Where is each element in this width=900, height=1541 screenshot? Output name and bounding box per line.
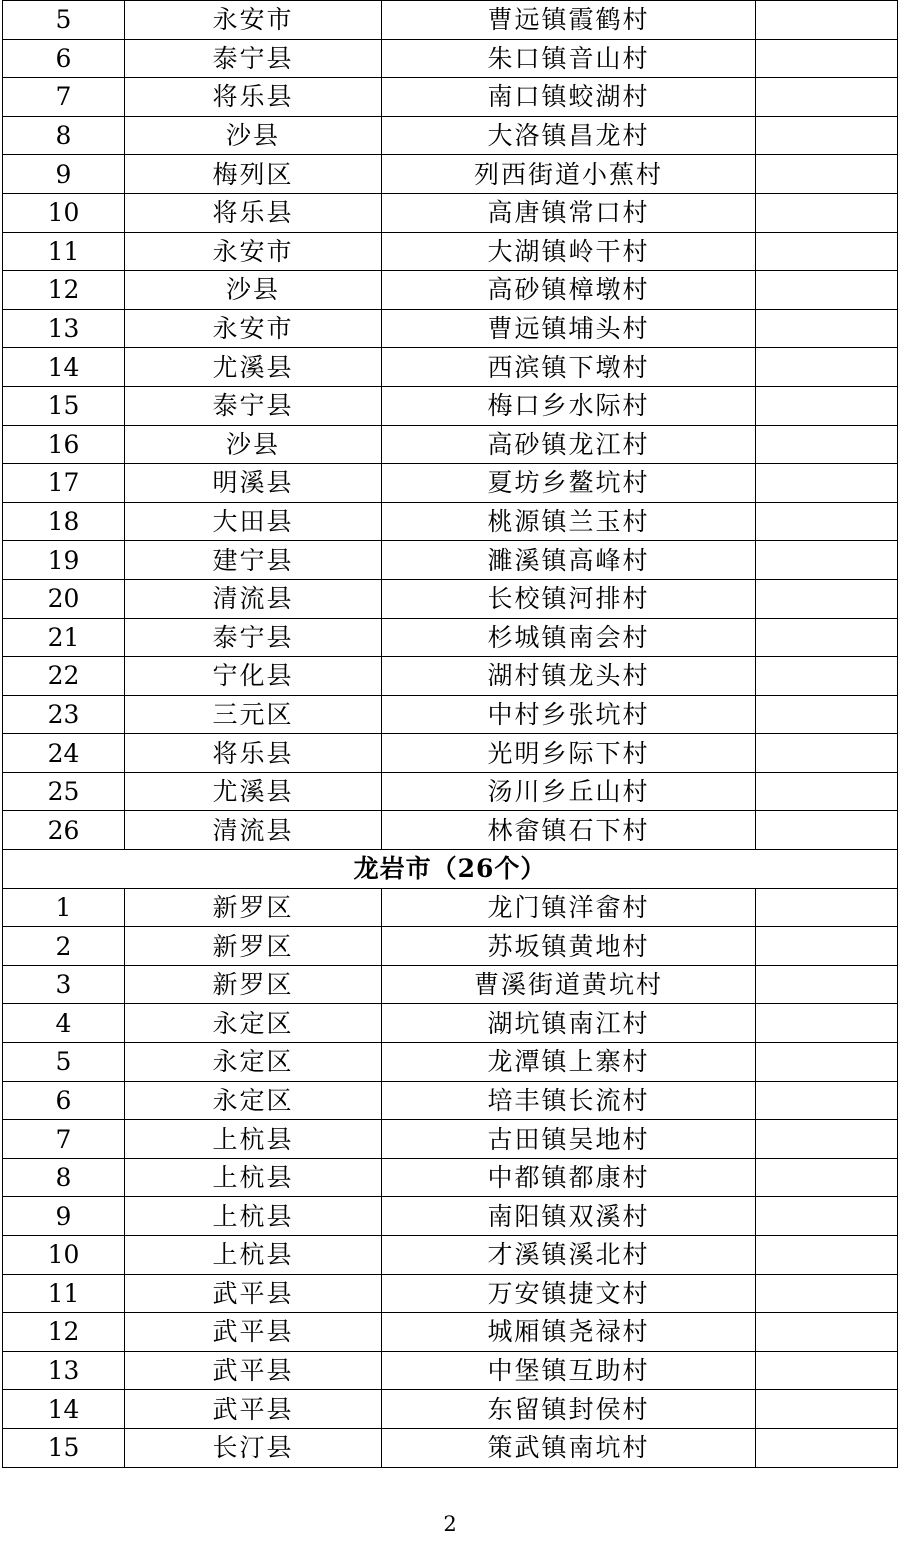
note-cell	[756, 348, 898, 387]
county-cell: 永安市	[125, 309, 382, 348]
county-cell: 上杭县	[125, 1197, 382, 1236]
county-cell: 长汀县	[125, 1428, 382, 1467]
county-cell: 沙县	[125, 116, 382, 155]
village-list-table	[2, 0, 898, 1468]
county-cell: 武平县	[125, 1274, 382, 1313]
county-cell: 尤溪县	[125, 772, 382, 811]
village-cell: 高砂镇樟墩村	[382, 271, 756, 310]
row-number-cell: 17	[3, 464, 125, 503]
village-cell: 龙潭镇上寨村	[382, 1043, 756, 1082]
village-cell: 濉溪镇高峰村	[382, 541, 756, 580]
county-cell: 清流县	[125, 579, 382, 618]
row-number-cell: 16	[3, 425, 125, 464]
table-row	[3, 464, 898, 503]
row-number-cell: 14	[3, 348, 125, 387]
note-cell	[756, 1236, 898, 1275]
village-cell: 城厢镇尧禄村	[382, 1313, 756, 1352]
row-number-cell: 2	[3, 927, 125, 966]
village-cell: 培丰镇长流村	[382, 1081, 756, 1120]
county-cell: 三元区	[125, 695, 382, 734]
note-cell	[756, 695, 898, 734]
village-cell: 万安镇捷文村	[382, 1274, 756, 1313]
table-row	[3, 695, 898, 734]
village-cell: 曹溪街道黄坑村	[382, 965, 756, 1004]
note-cell	[756, 1313, 898, 1352]
note-cell	[756, 1120, 898, 1159]
village-cell: 南阳镇双溪村	[382, 1197, 756, 1236]
row-number-cell: 26	[3, 811, 125, 850]
note-cell	[756, 965, 898, 1004]
county-cell: 上杭县	[125, 1158, 382, 1197]
county-cell: 明溪县	[125, 464, 382, 503]
note-cell	[756, 271, 898, 310]
row-number-cell: 13	[3, 309, 125, 348]
table-row	[3, 232, 898, 271]
note-cell	[756, 116, 898, 155]
note-cell	[756, 1390, 898, 1429]
table-row	[3, 1197, 898, 1236]
table-row	[3, 39, 898, 78]
table-row	[3, 1081, 898, 1120]
table-row	[3, 386, 898, 425]
row-number-cell: 8	[3, 1158, 125, 1197]
village-cell: 梅口乡水际村	[382, 386, 756, 425]
table-row	[3, 425, 898, 464]
row-number-cell: 21	[3, 618, 125, 657]
note-cell	[756, 1004, 898, 1043]
county-cell: 武平县	[125, 1313, 382, 1352]
row-number-cell: 14	[3, 1390, 125, 1429]
table-row	[3, 657, 898, 696]
row-number-cell: 10	[3, 1236, 125, 1275]
row-number-cell: 9	[3, 155, 125, 194]
county-cell: 清流县	[125, 811, 382, 850]
village-cell: 中村乡张坑村	[382, 695, 756, 734]
village-cell: 苏坂镇黄地村	[382, 927, 756, 966]
table-row	[3, 1274, 898, 1313]
village-cell: 湖坑镇南江村	[382, 1004, 756, 1043]
note-cell	[756, 734, 898, 773]
note-cell	[756, 386, 898, 425]
village-cell: 古田镇吴地村	[382, 1120, 756, 1159]
row-number-cell: 7	[3, 78, 125, 117]
row-number-cell: 11	[3, 1274, 125, 1313]
page-number: 2	[443, 1512, 457, 1536]
row-number-cell: 23	[3, 695, 125, 734]
county-cell: 武平县	[125, 1390, 382, 1429]
table-row	[3, 193, 898, 232]
village-cell: 中堡镇互助村	[382, 1351, 756, 1390]
note-cell	[756, 309, 898, 348]
village-cell: 龙门镇洋畲村	[382, 888, 756, 927]
county-cell: 将乐县	[125, 734, 382, 773]
table-row	[3, 734, 898, 773]
village-cell: 汤川乡丘山村	[382, 772, 756, 811]
county-cell: 尤溪县	[125, 348, 382, 387]
row-number-cell: 1	[3, 888, 125, 927]
table-row	[3, 927, 898, 966]
village-cell: 杉城镇南会村	[382, 618, 756, 657]
section-header: 龙岩市（26个）	[3, 850, 898, 889]
village-cell: 策武镇南坑村	[382, 1428, 756, 1467]
county-cell: 梅列区	[125, 155, 382, 194]
note-cell	[756, 1081, 898, 1120]
county-cell: 上杭县	[125, 1236, 382, 1275]
village-cell: 南口镇蛟湖村	[382, 78, 756, 117]
note-cell	[756, 772, 898, 811]
table-row	[3, 309, 898, 348]
county-cell: 宁化县	[125, 657, 382, 696]
table-row	[3, 811, 898, 850]
county-cell: 永安市	[125, 232, 382, 271]
section-header-row	[3, 850, 898, 889]
county-cell: 新罗区	[125, 927, 382, 966]
county-cell: 沙县	[125, 271, 382, 310]
table-row	[3, 116, 898, 155]
village-cell: 中都镇都康村	[382, 1158, 756, 1197]
county-cell: 永定区	[125, 1004, 382, 1043]
note-cell	[756, 1351, 898, 1390]
row-number-cell: 11	[3, 232, 125, 271]
village-cell: 东留镇封侯村	[382, 1390, 756, 1429]
note-cell	[756, 502, 898, 541]
village-cell: 林畲镇石下村	[382, 811, 756, 850]
table-row	[3, 155, 898, 194]
table-row	[3, 888, 898, 927]
county-cell: 沙县	[125, 425, 382, 464]
village-cell: 光明乡际下村	[382, 734, 756, 773]
note-cell	[756, 1197, 898, 1236]
row-number-cell: 25	[3, 772, 125, 811]
note-cell	[756, 618, 898, 657]
county-cell: 上杭县	[125, 1120, 382, 1159]
county-cell: 永定区	[125, 1043, 382, 1082]
table-row	[3, 1428, 898, 1467]
table-row	[3, 1313, 898, 1352]
note-cell	[756, 425, 898, 464]
village-cell: 大湖镇岭干村	[382, 232, 756, 271]
village-cell: 曹远镇霞鹤村	[382, 1, 756, 40]
row-number-cell: 10	[3, 193, 125, 232]
village-cell: 曹远镇埔头村	[382, 309, 756, 348]
table-row	[3, 271, 898, 310]
note-cell	[756, 1428, 898, 1467]
note-cell	[756, 78, 898, 117]
county-cell: 新罗区	[125, 888, 382, 927]
table-row	[3, 1351, 898, 1390]
table-row	[3, 965, 898, 1004]
village-cell: 西滨镇下墩村	[382, 348, 756, 387]
table-row	[3, 579, 898, 618]
table-row	[3, 772, 898, 811]
note-cell	[756, 657, 898, 696]
row-number-cell: 15	[3, 386, 125, 425]
row-number-cell: 7	[3, 1120, 125, 1159]
row-number-cell: 6	[3, 1081, 125, 1120]
row-number-cell: 3	[3, 965, 125, 1004]
county-cell: 永安市	[125, 1, 382, 40]
table-row	[3, 1236, 898, 1275]
county-cell: 泰宁县	[125, 386, 382, 425]
row-number-cell: 5	[3, 1, 125, 40]
row-number-cell: 18	[3, 502, 125, 541]
table-row	[3, 348, 898, 387]
note-cell	[756, 927, 898, 966]
row-number-cell: 8	[3, 116, 125, 155]
village-cell: 朱口镇音山村	[382, 39, 756, 78]
note-cell	[756, 155, 898, 194]
county-cell: 大田县	[125, 502, 382, 541]
table-row	[3, 502, 898, 541]
row-number-cell: 12	[3, 271, 125, 310]
note-cell	[756, 1043, 898, 1082]
table-row	[3, 541, 898, 580]
county-cell: 永定区	[125, 1081, 382, 1120]
village-cell: 夏坊乡鳌坑村	[382, 464, 756, 503]
village-cell: 桃源镇兰玉村	[382, 502, 756, 541]
row-number-cell: 19	[3, 541, 125, 580]
county-cell: 泰宁县	[125, 39, 382, 78]
row-number-cell: 13	[3, 1351, 125, 1390]
row-number-cell: 9	[3, 1197, 125, 1236]
village-cell: 高砂镇龙江村	[382, 425, 756, 464]
note-cell	[756, 1158, 898, 1197]
note-cell	[756, 193, 898, 232]
table-row	[3, 1, 898, 40]
table-row	[3, 1158, 898, 1197]
note-cell	[756, 232, 898, 271]
table-row	[3, 1004, 898, 1043]
village-cell: 长校镇河排村	[382, 579, 756, 618]
table-row	[3, 1043, 898, 1082]
row-number-cell: 12	[3, 1313, 125, 1352]
note-cell	[756, 1, 898, 40]
table-body	[3, 1, 898, 1468]
note-cell	[756, 541, 898, 580]
table-row	[3, 1120, 898, 1159]
village-cell: 才溪镇溪北村	[382, 1236, 756, 1275]
county-cell: 将乐县	[125, 193, 382, 232]
row-number-cell: 4	[3, 1004, 125, 1043]
village-cell: 湖村镇龙头村	[382, 657, 756, 696]
village-cell: 列西街道小蕉村	[382, 155, 756, 194]
note-cell	[756, 811, 898, 850]
county-cell: 泰宁县	[125, 618, 382, 657]
county-cell: 将乐县	[125, 78, 382, 117]
row-number-cell: 5	[3, 1043, 125, 1082]
note-cell	[756, 464, 898, 503]
village-cell: 高唐镇常口村	[382, 193, 756, 232]
note-cell	[756, 888, 898, 927]
row-number-cell: 20	[3, 579, 125, 618]
row-number-cell: 24	[3, 734, 125, 773]
county-cell: 新罗区	[125, 965, 382, 1004]
note-cell	[756, 39, 898, 78]
village-cell: 大洛镇昌龙村	[382, 116, 756, 155]
note-cell	[756, 1274, 898, 1313]
row-number-cell: 6	[3, 39, 125, 78]
table-row	[3, 618, 898, 657]
county-cell: 建宁县	[125, 541, 382, 580]
table-row	[3, 1390, 898, 1429]
note-cell	[756, 579, 898, 618]
table-row	[3, 78, 898, 117]
row-number-cell: 15	[3, 1428, 125, 1467]
row-number-cell: 22	[3, 657, 125, 696]
county-cell: 武平县	[125, 1351, 382, 1390]
